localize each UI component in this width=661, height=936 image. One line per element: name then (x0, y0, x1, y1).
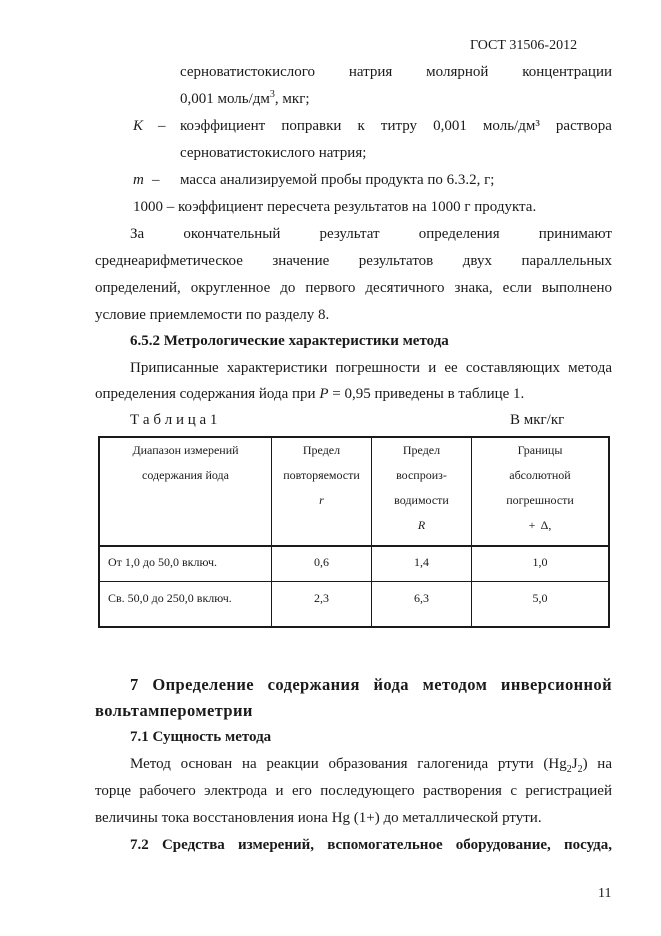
row-2-range: Св. 50,0 до 250,0 включ. (108, 591, 232, 605)
row-2-r: 2,3 (314, 591, 329, 605)
k-line-2: серноватистокислого натрия; (180, 145, 367, 161)
section-heading-7-cont: вольтамперометрии (95, 701, 253, 720)
table-units: В мкг/кг (510, 412, 565, 428)
result-line-2: среднеарифметическое значение результатов двух параллельных (95, 253, 612, 269)
coefficient-1000: 1000 – коэффициент пересчета результатов на 1000 г продукта. (133, 199, 537, 215)
m-symbol: m (133, 172, 144, 188)
metro-line-2: определения содержания йода при P = 0,95 приведены в таблице 1. (95, 386, 525, 402)
header-repeatability: Предел повторяемости r (283, 443, 360, 507)
k-symbol: K (133, 118, 144, 134)
m-dash: – (152, 172, 160, 188)
m-definition: масса анализируемой пробы продукта по 6.3.2, г; (180, 172, 495, 188)
row-1-range: От 1,0 до 50,0 включ. (108, 555, 218, 569)
result-line-1: За окончательный результат определения принимают (130, 226, 612, 242)
word: серноватистокислого (180, 64, 316, 80)
row-1-r: 0,6 (314, 555, 329, 569)
word: натрия (348, 64, 393, 80)
table-caption: Т а б л и ц а 1 (130, 412, 218, 428)
word: молярной (426, 64, 489, 80)
standard-number: ГОСТ 31506-2012 (470, 38, 578, 53)
metro-line-1: Приписанные характеристики погрешности и ее составляющих метода (130, 360, 612, 376)
word: концентрации (522, 64, 612, 80)
row-divider (100, 581, 608, 582)
section-heading-7-2: 7.2 Средства измерений, вспомогательное оборудование, посуда, (130, 837, 612, 853)
section-heading-7-1: 7.1 Сущность метода (130, 729, 272, 745)
header-divider (100, 545, 608, 547)
method-line-2: торце рабочего электрода и его последующего растворения с регистрацией (95, 783, 612, 799)
section-heading-7: 7 Определение содержания йода методом инверсионной (130, 675, 612, 694)
result-line-4: условие приемлемости по разделу 8. (95, 307, 330, 323)
result-line-3: определений, округленное до первого десятичного знака, если выполнено (95, 280, 612, 296)
table-1 (98, 436, 610, 628)
page-number: 11 (598, 886, 612, 901)
legend-line-2: 0,001 моль/$дм^3$, мкг; (180, 89, 310, 107)
row-1-delta: 1,0 (532, 555, 548, 569)
header-error-bounds: Границы абсолютной погрешности + Δ, (506, 443, 574, 532)
section-heading-6-5-2: 6.5.2 Метрологические характеристики метода (130, 333, 449, 349)
legend-line-1 (180, 64, 612, 81)
row-2-delta: 5,0 (532, 591, 548, 605)
header-range: Диапазон измерений содержания йода (132, 443, 239, 482)
method-line-1: Метод основан на реакции образования галогенида ртути $(Hg_2J_2)$ на (130, 756, 612, 775)
method-line-3: величины тока восстановления иона Hg (1+) до металлической ртути. (95, 810, 542, 826)
header-reproducibility: Предел воспроиз- водимости R (394, 443, 449, 532)
k-line-1: коэффициент поправки к титру 0,001 моль/дм³ раствора (180, 118, 612, 134)
row-1-R: 1,4 (414, 555, 429, 569)
row-2-R: 6,3 (414, 591, 429, 605)
k-dash: – (158, 118, 166, 134)
